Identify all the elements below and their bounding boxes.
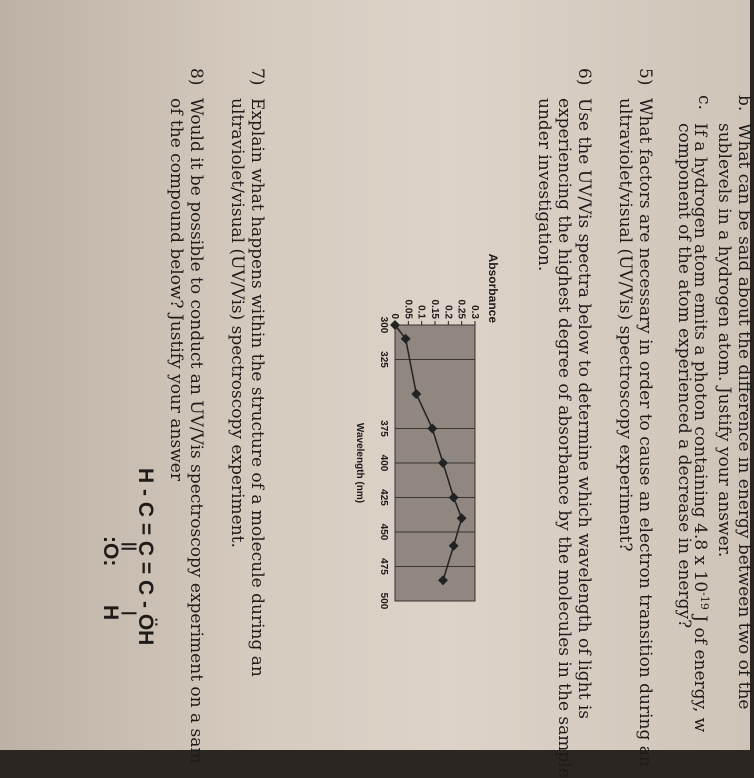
molecule-double-bond: || — [121, 542, 138, 551]
y-tick-label: 0.15 — [429, 299, 440, 319]
x-tick-label: 400 — [378, 454, 389, 472]
q6-line3: under investigation. — [534, 98, 554, 272]
y-tick-label: 0.05 — [402, 299, 414, 319]
q4c-line2: component of the atom experienced a decrease in energy? — [674, 123, 694, 629]
q5-number: 5) — [635, 68, 655, 86]
x-tick-label: 375 — [378, 420, 389, 437]
q5-line2: ultraviolet/visual (UV/Vis) spectroscopy experiment? — [615, 98, 635, 552]
q8-line2: of the compound below? Justify your answer — [166, 98, 186, 481]
x-axis-title: Wavelength (nm) — [354, 422, 365, 504]
x-tick-label: 325 — [378, 351, 389, 368]
y-tick-label: 0 — [389, 313, 400, 319]
q8-line1: Would it be possible to conduct an UV/Vis spectroscopy experiment on a sam — [186, 98, 206, 764]
x-tick-label: 425 — [378, 489, 389, 506]
q7-line1: Explain what happens within the structure of a molecule during an — [247, 98, 267, 677]
x-tick-label: 475 — [378, 558, 389, 575]
q4b-label: b. — [734, 95, 754, 112]
q7-line2: ultraviolet/visual (UV/Vis) spectroscopy experiment. — [227, 98, 247, 548]
y-tick-label: 0.25 — [455, 299, 467, 319]
molecule-hydrogen: H — [99, 605, 122, 621]
uvvis-chart — [312, 253, 507, 610]
x-tick-label: 300 — [378, 316, 389, 334]
x-tick-label: 450 — [378, 523, 389, 541]
q8-number: 8) — [186, 68, 206, 86]
molecule-oxygen: :O: — [99, 536, 122, 567]
q6-number: 6) — [574, 68, 594, 86]
q7-number: 7) — [247, 68, 267, 86]
q4c-label: c. — [694, 95, 714, 110]
molecule-main-chain: H - C = C = C - ÖH — [134, 468, 157, 646]
y-tick-label: 0.3 — [469, 305, 480, 319]
x-tick-label: 500 — [378, 592, 389, 610]
q4b-line1: What can be said about the difference in energy between two of the — [734, 123, 754, 710]
y-tick-label: 0.2 — [442, 305, 454, 319]
q4c-line1: If a hydrogen atom emits a photon containing 4.8 x $10^{-19}$ J of energy, w — [690, 123, 711, 733]
y-tick-label: 0.1 — [415, 305, 427, 319]
q4b-line2: sublevels in a hydrogen atom. Justify your answer. — [714, 123, 734, 558]
q6-line1: Use the UV/Vis spectra below to determine which wavelength of light is — [574, 98, 594, 719]
q5-line1: What factors are necessary in order to cause an electron transition during an — [635, 98, 655, 767]
molecule-single-bond: | — [121, 611, 138, 616]
y-axis-title: Absorbance — [486, 253, 500, 323]
q6-line2: experiencing the highest degree of absorbance by the molecules in the sample — [554, 98, 574, 778]
